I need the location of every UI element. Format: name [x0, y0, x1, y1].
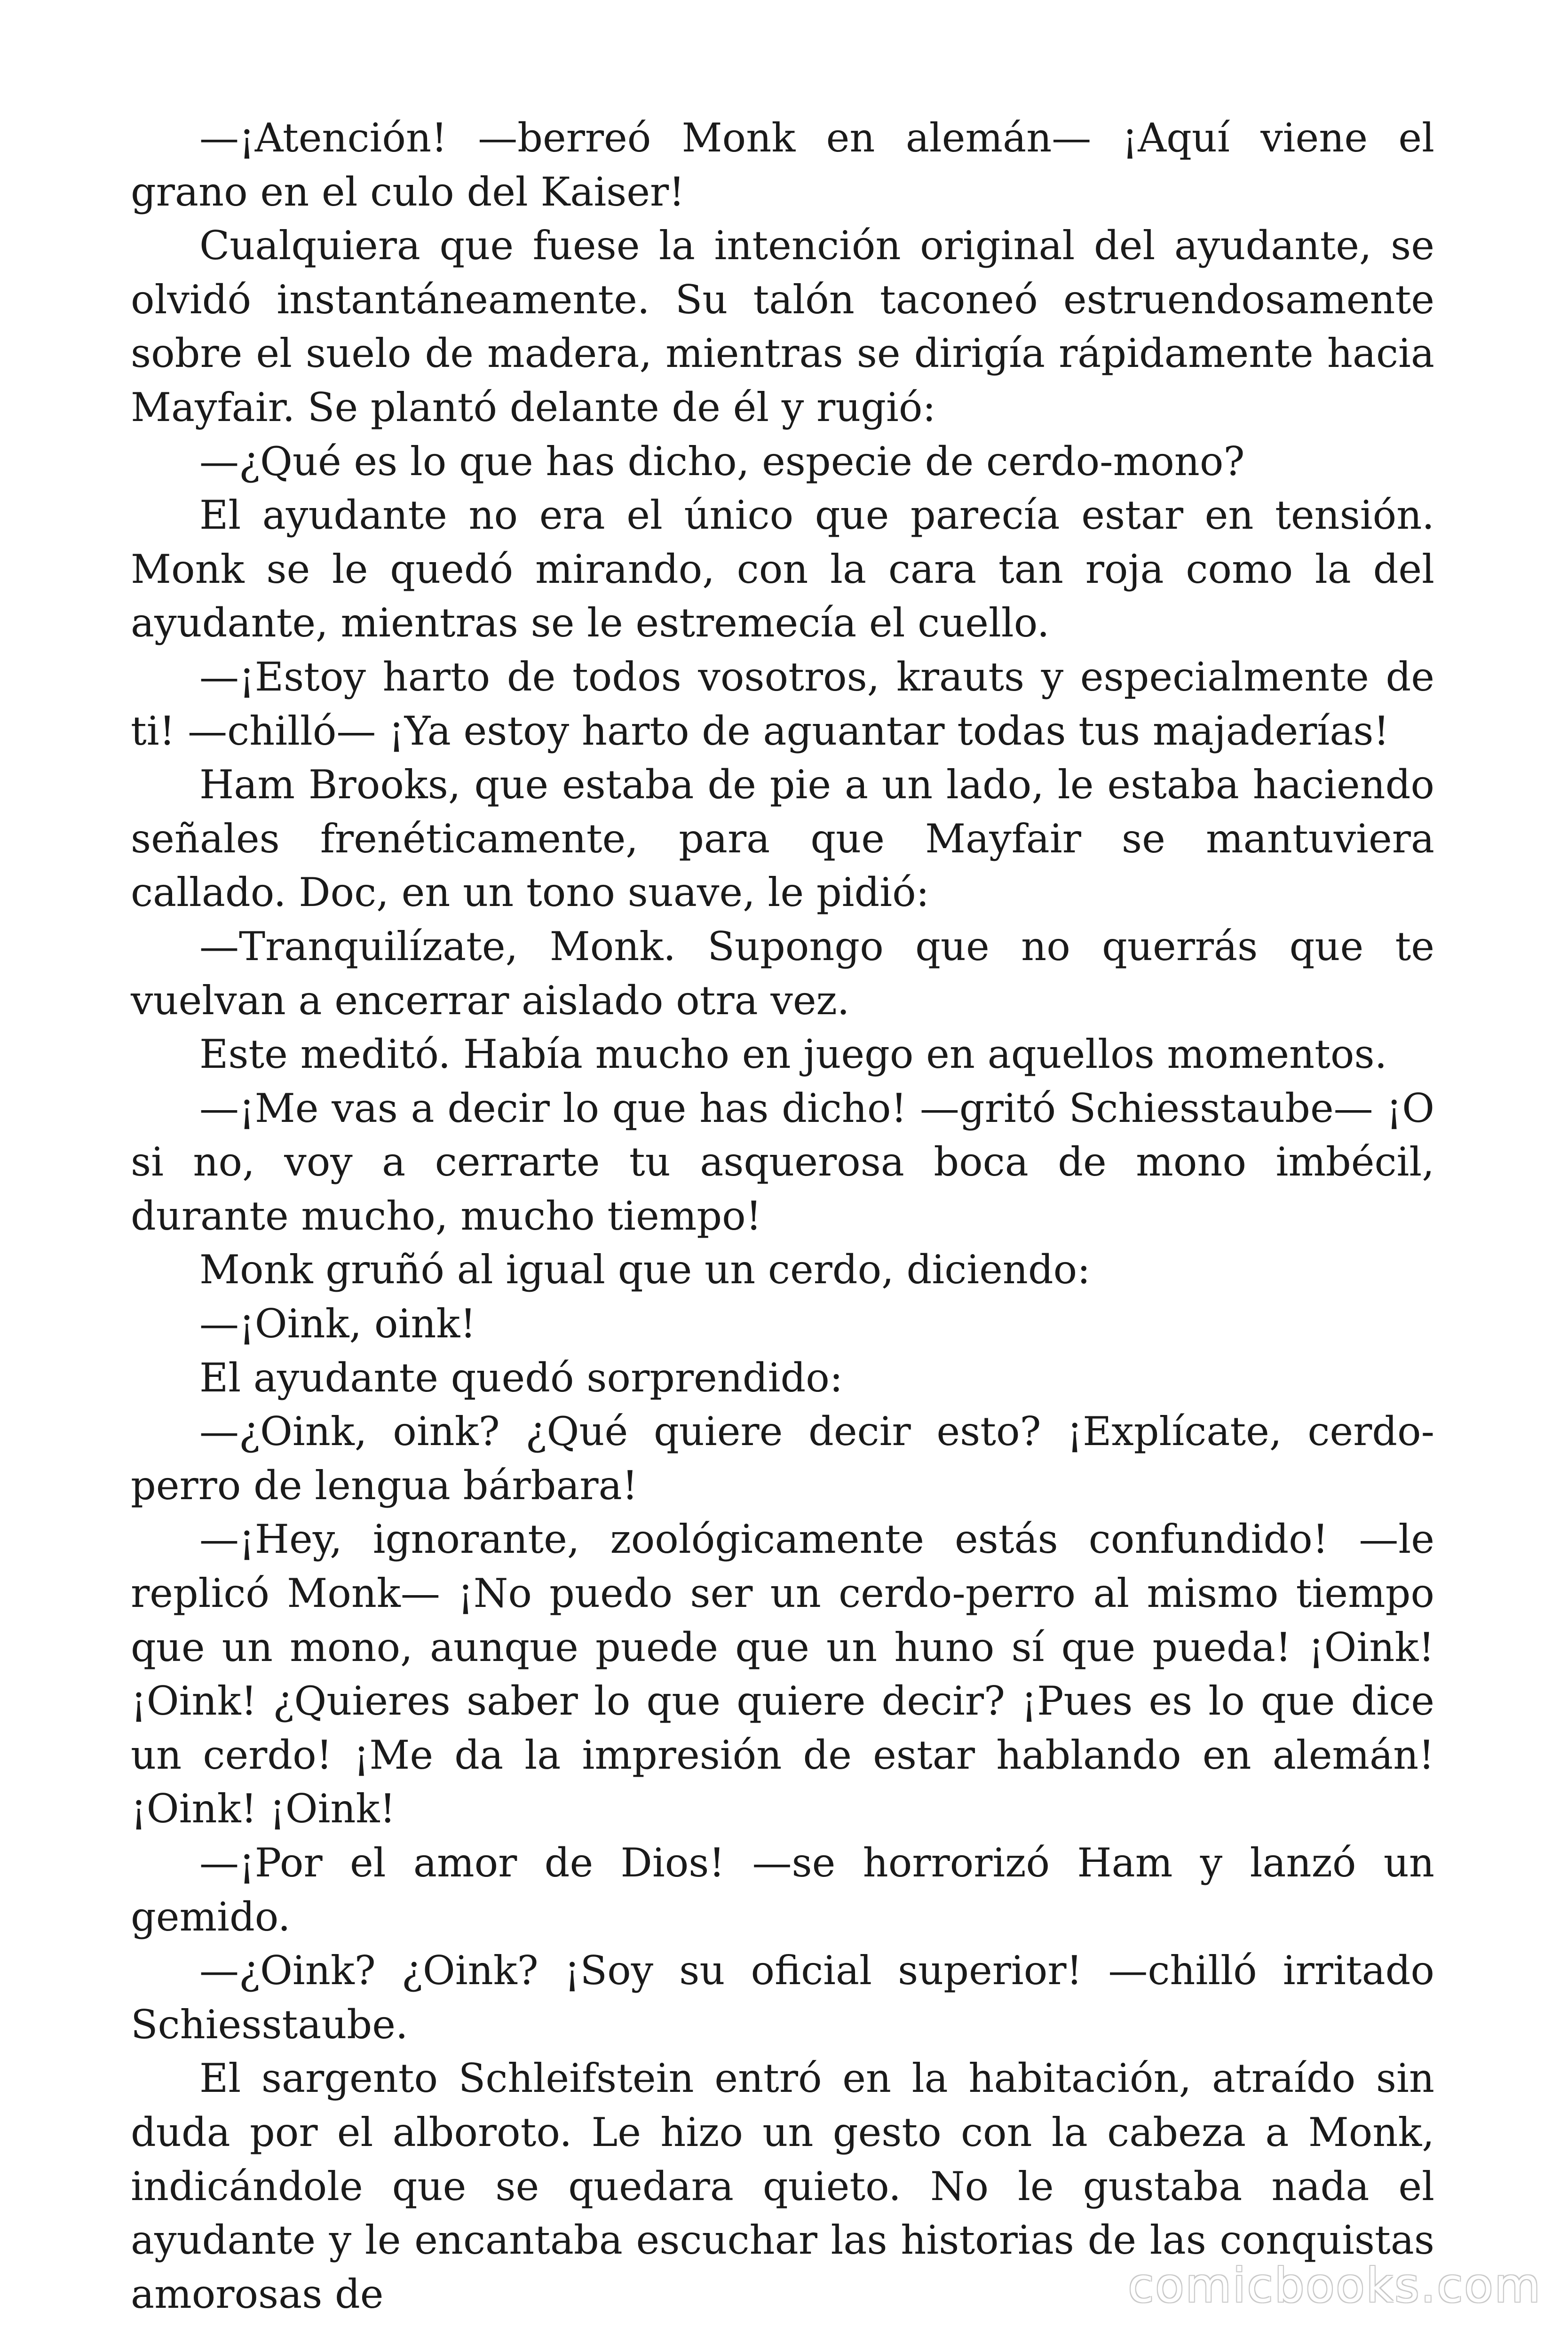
- paragraph: —¡Hey, ignorante, zoológicamente estás confundido! —le replicó Monk— ¡No puedo ser un cerdo-perro al mismo tiempo que un mono, aunque puede que un huno sí que pueda! ¡Oink! ¡Oink! ¿Quieres saber lo que quiere decir? ¡Pues es lo que dice un cerdo! ¡Me da la impresión de estar hablando en alemán! ¡Oink! ¡Oink!: [131, 1516, 1434, 1832]
- paragraph: Este meditó. Había mucho en juego en aquellos momentos.: [199, 1031, 1387, 1078]
- paragraph: —¿Oink? ¿Oink? ¡Soy su oficial superior! —chilló irritado Schiesstaube.: [131, 1947, 1434, 2048]
- paragraph: —¡Por el amor de Dios! —se horrorizó Ham y lanzó un gemido.: [131, 1840, 1434, 1940]
- paragraph: —¡Estoy harto de todos vosotros, krauts y especialmente de ti! —chilló— ¡Ya estoy harto de aguantar todas tus majaderías!: [131, 653, 1434, 754]
- page-text: [131, 111, 1434, 2321]
- paragraph: El sargento Schleifstein entró en la habitación, atraído sin duda por el alboroto. Le hizo un gesto con la cabeza a Monk, indicándole que se quedara quieto. No le gustaba nada el ayudante y le encantaba escuchar las historias de las conquistas amorosas de: [131, 2055, 1434, 2317]
- paragraph: —¿Oink, oink? ¿Qué quiere decir esto? ¡Explícate, cerdo-perro de lengua bárbara!: [131, 1408, 1434, 1509]
- paragraph: —Tranquilízate, Monk. Supongo que no querrás que te vuelvan a encerrar aislado otra vez.: [131, 923, 1434, 1024]
- paragraph: Ham Brooks, que estaba de pie a un lado, le estaba haciendo señales frenéticamente, para que Mayfair se mantuviera callado. Doc, en un tono suave, le pidió:: [131, 762, 1434, 916]
- paragraph: El ayudante quedó sorprendido:: [199, 1354, 843, 1401]
- paragraph: Monk gruñó al igual que un cerdo, diciendo:: [199, 1247, 1091, 1293]
- paragraph: Cualquiera que fuese la intención original del ayudante, se olvidó instantáneamente. Su talón taconeó estruendosamente sobre el suelo de madera, mientras se dirigía rápidamente hacia Mayfair. Se plantó delante de él y rugió:: [131, 222, 1434, 430]
- paragraph: —¡Atención! —berreó Monk en alemán— ¡Aquí viene el grano en el culo del Kaiser!: [131, 115, 1434, 215]
- paragraph: —¡Oink, oink!: [199, 1301, 476, 1347]
- paragraph: El ayudante no era el único que parecía estar en tensión. Monk se le quedó mirando, con la cara tan roja como la del ayudante, mientras se le estremecía el cuello.: [131, 492, 1434, 646]
- paragraph: —¿Qué es lo que has dicho, especie de cerdo-mono?: [199, 438, 1245, 485]
- paragraph: —¡Me vas a decir lo que has dicho! —gritó Schiesstaube— ¡O si no, voy a cerrarte tu asquerosa boca de mono imbécil, durante mucho, mucho tiempo!: [131, 1085, 1434, 1239]
- watermark: comicbooks.com: [1128, 2258, 1542, 2313]
